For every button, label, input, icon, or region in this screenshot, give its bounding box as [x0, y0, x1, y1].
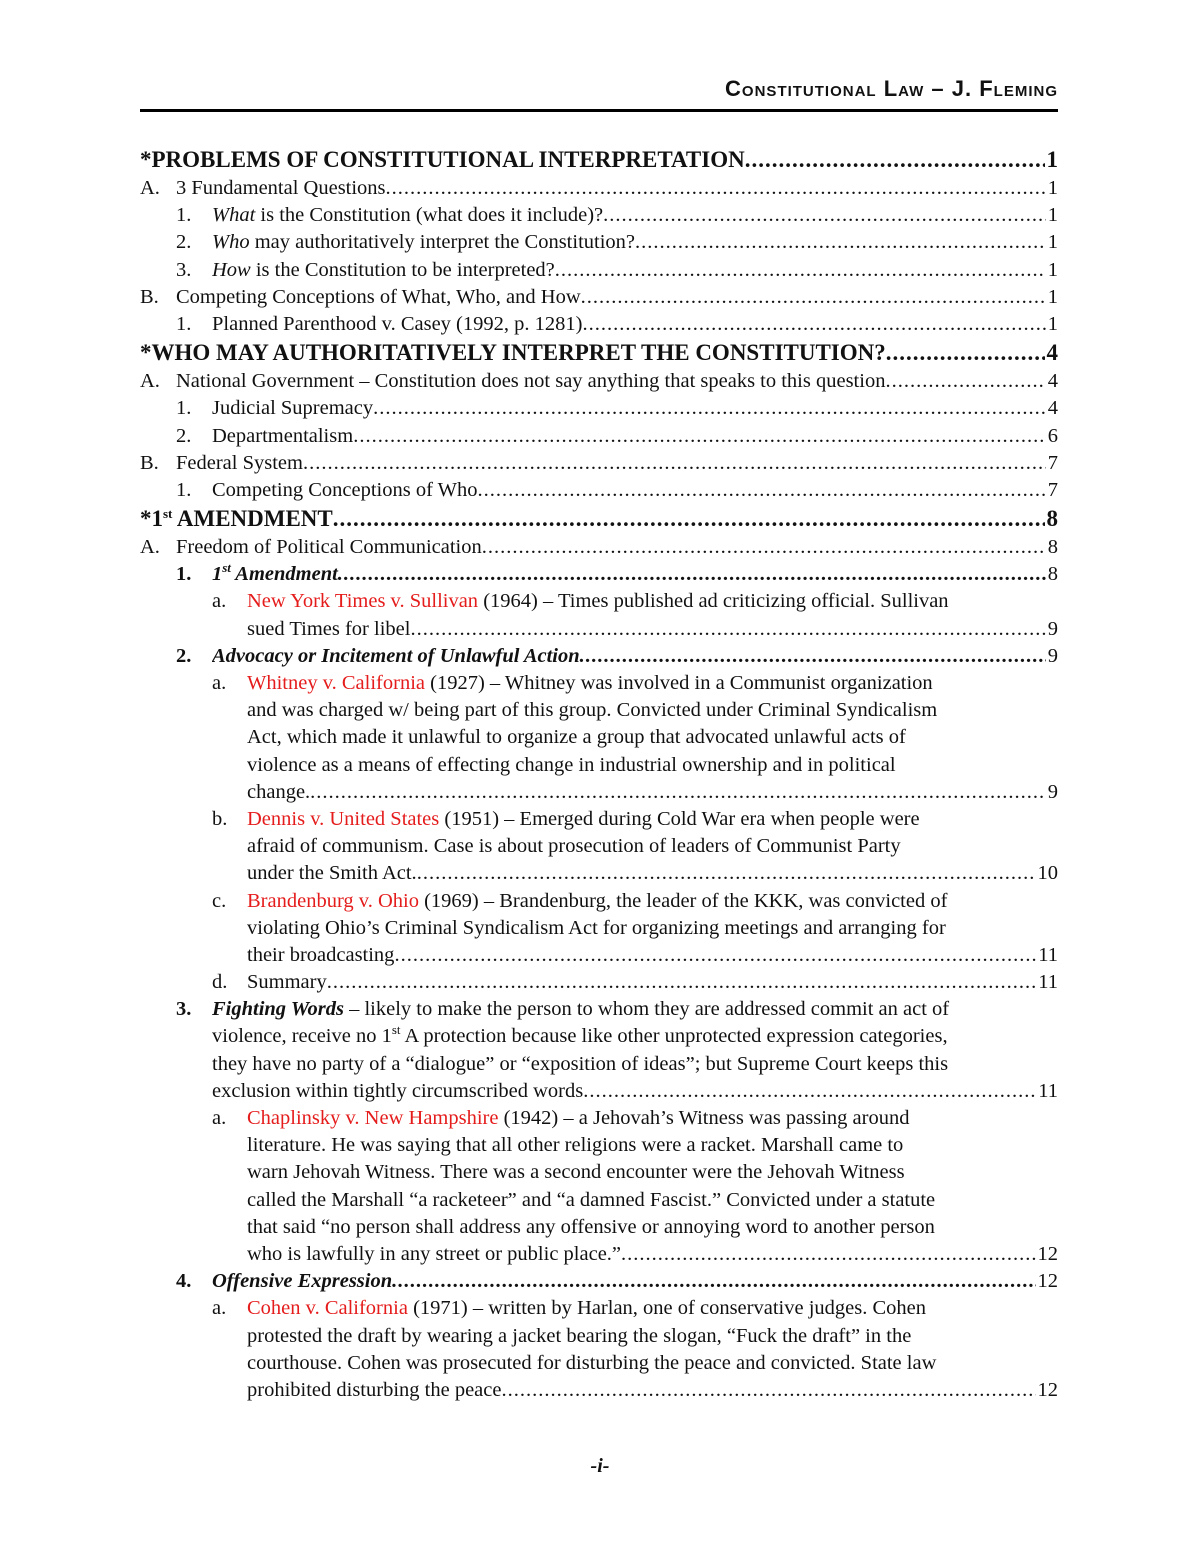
- case-name-link[interactable]: Brandenburg v. Ohio: [247, 889, 419, 912]
- case-name-link[interactable]: Cohen v. California: [247, 1297, 408, 1320]
- toc-entry[interactable]: 1. 1st Amendment ..... 8: [140, 561, 1058, 588]
- case-name-link[interactable]: Dennis v. United States: [247, 807, 440, 830]
- toc-entry[interactable]: 1. Planned Parenthood v. Casey (1992, p. 1281) ..... 1: [140, 311, 1058, 338]
- toc-heading-first-amendment[interactable]: *1st AMENDMENT ..... 8: [140, 504, 1058, 534]
- toc-entry[interactable]: B. Competing Conceptions of What, Who, and How ..... 1: [140, 284, 1058, 311]
- toc-entry[interactable]: 2. Departmentalism ..... 6: [140, 423, 1058, 450]
- case-name-link[interactable]: Chaplinsky v. New Hampshire: [247, 1107, 499, 1129]
- toc-case-entry[interactable]: a. Cohen v. California (1971) – written by Harlan, one of conservative judges. Cohen: [212, 1297, 926, 1320]
- toc-entry[interactable]: 1. Competing Conceptions of Who ..... 7: [140, 477, 1058, 504]
- toc-case-entry[interactable]: a. Chaplinsky v. New Hampshire (1942) – a Jehovah’s Witness was passing around: [212, 1107, 910, 1129]
- table-of-contents: *PROBLEMS OF CONSTITUTIONAL INTERPRETATION ..... 1 A. 3 Fundamental Questions ..... 1 1. What is the Constitution (what does it include)? ..... 1 2. Who may authoritatively interpret the Constitution? ..... 1 3. How is the Constitution to be interpreted? ..... 1 B. Competing Conceptions of What, Who, and How ..... 1 1. Planned Parenthood v. Casey (1992, p. 1281) ..... 1 *WHO MAY AUTHORITATIVELY INTERPRET THE CONSTITUTION? ..... 4 A. National Government – Constitution does not say anything that speaks to this question ..... 4 1. Judicial Supremacy ..... 4 2. Departmentalism ..... 6 B. Federal System ..... 7 1. Competing Conceptions of Who ..... 7 *1st AMENDMENT ..... 8 A. Freedom of Political Communication ..... 8 1. 1st Amendment ..... 8 a. New York Times v. Sullivan (1964) – Times published ad criticizing official. Sullivan sued Times for libel ..... 9 2. Advocacy or Incitement of Unlawful Action ..... 9 a. Whitney v. California (1927) – Whitney was involved in a Communist organization and was charged w/ being part of this group. Convicted under Criminal Syndicalism Act, which made it unlawful to organize a group that advocated unlawful acts of violence as a means of effecting change in industrial ownership and in political change. ..... 9 b. Dennis v. United States (1951) – Emerged during Cold War era when people were afraid of communism. Case is about prosecution of leaders of Communist Party under the Smith Act. ..... 10 c. Brandenburg v. Ohio (1969) – Brandenburg, the leader of the KKK, was convicted of violating Ohio’s Criminal Syndicalism Act for organizing meetings and arranging for their broadcasting ..... 11 d. Summary ..... 11 3. Fighting Words – likely to make the person to whom they are addressed commit an act of violence, receive no 1st A protection because like other unprotected expression categories, they have no party of a “dialogue” or “exposition of ideas”; but Supreme Court keeps this exclusion within tightly circumscribed words ..... 11 a. Chaplinsky v. New Hampshire (1942) – a Jehovah’s Witness was passing around literature. He was saying that all other religions were a racket. Marshall came to warn Jehovah Witness. There was a second encounter were the Jehovah Witness called the Marshall “a racketeer” and “a damned Fascist.” Convicted under a statute that said “no person shall address any offensive or annoying word to another person who is lawfully in any street or public place.” ..... 12 4. Offensive Expression ..... 12 a. Cohen v. California (1971) – written by Harlan, one of conservative judges. Cohen protested the draft by wearing a jacket bearing the slogan, “Fuck the draft” in the courthouse. Cohen was prosecuted for disturbing the peace and convicted. State law prohibited disturbing the peace ..... 12: [140, 145, 1058, 1404]
- header-rule: [140, 109, 1058, 112]
- toc-entry-fighting-words[interactable]: 3. Fighting Words – likely to make the person to whom they are addressed commit an act of: [176, 998, 950, 1021]
- toc-case-entry[interactable]: c. Brandenburg v. Ohio (1969) – Brandenburg, the leader of the KKK, was convicted of: [212, 889, 948, 912]
- toc-entry[interactable]: A. 3 Fundamental Questions ..... 1: [140, 175, 1058, 202]
- toc-entry[interactable]: A. Freedom of Political Communication ..... 8: [140, 534, 1058, 561]
- case-name-link[interactable]: New York Times v. Sullivan: [247, 590, 479, 613]
- toc-entry[interactable]: 1. Judicial Supremacy ..... 4: [140, 395, 1058, 422]
- toc-page-number: 1: [1045, 145, 1059, 175]
- toc-case-entry[interactable]: b. Dennis v. United States (1951) – Emerged during Cold War era when people were: [212, 807, 920, 830]
- toc-entry[interactable]: B. Federal System ..... 7: [140, 450, 1058, 477]
- toc-case-entry[interactable]: a. Whitney v. California (1927) – Whitney was involved in a Communist organization: [212, 672, 933, 694]
- toc-heading-who-may-interpret[interactable]: *WHO MAY AUTHORITATIVELY INTERPRET THE CONSTITUTION? ..... 4: [140, 338, 1058, 368]
- toc-entry[interactable]: 4. Offensive Expression ..... 12: [140, 1268, 1058, 1295]
- toc-entry[interactable]: d. Summary ..... 11: [140, 969, 1058, 996]
- toc-entry[interactable]: 2. Who may authoritatively interpret the Constitution? ..... 1: [140, 229, 1058, 256]
- toc-heading-problems[interactable]: [140, 145, 1058, 175]
- toc-entry[interactable]: 3. How is the Constitution to be interpreted? ..... 1: [140, 257, 1058, 284]
- document-header: Constitutional Law – J. Fleming: [725, 76, 1058, 101]
- toc-entry: sued Times for libel ..... 9: [140, 616, 1058, 643]
- page-footer-number: -i-: [590, 1455, 610, 1477]
- toc-heading-text: *PROBLEMS OF CONSTITUTIONAL INTERPRETATION .....: [140, 145, 1058, 175]
- toc-entry[interactable]: A. National Government – Constitution does not say anything that speaks to this question ..... 4: [140, 368, 1058, 395]
- toc-entry[interactable]: 2. Advocacy or Incitement of Unlawful Action ..... 9: [140, 643, 1058, 670]
- toc-case-entry[interactable]: a. New York Times v. Sullivan (1964) – Times published ad criticizing official. Sullivan: [212, 590, 949, 613]
- case-name-link[interactable]: Whitney v. California: [247, 672, 425, 694]
- toc-entry[interactable]: 1. What is the Constitution (what does it include)? ..... 1: [140, 202, 1058, 229]
